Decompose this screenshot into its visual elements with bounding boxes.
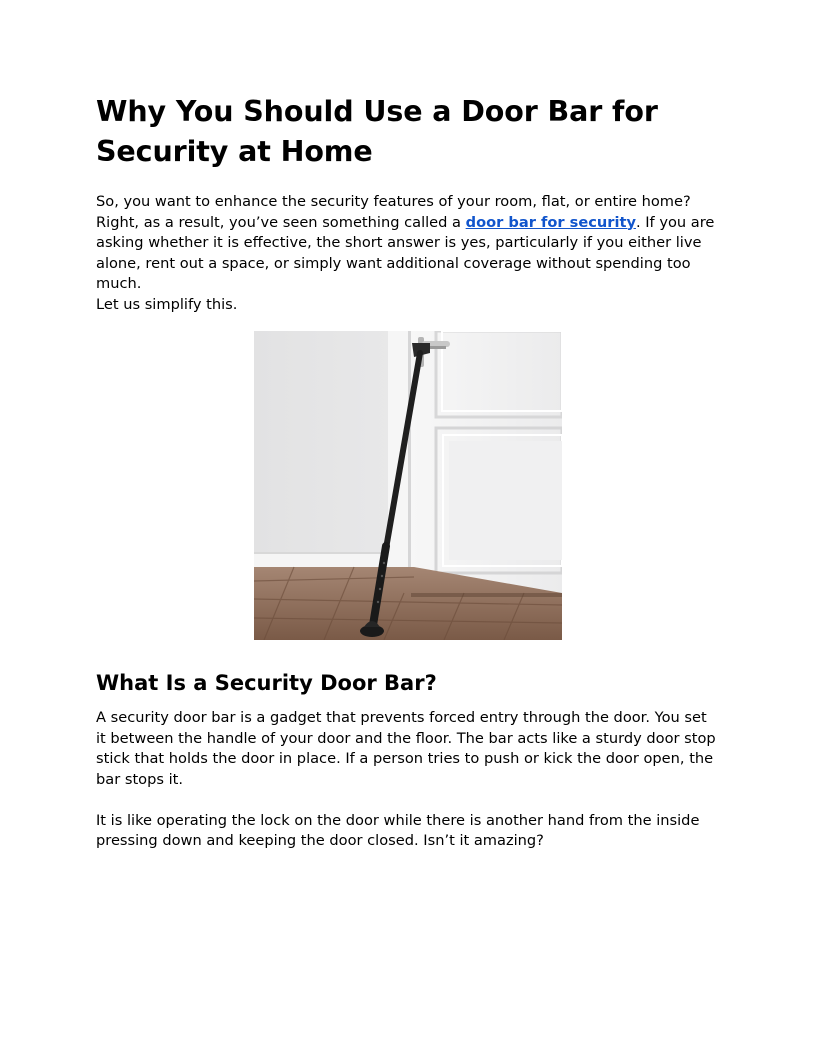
door-bar-photo xyxy=(254,331,562,640)
intro-followup: Let us simplify this. xyxy=(96,295,238,313)
paragraph-spacer xyxy=(96,790,720,811)
intro-paragraph xyxy=(96,192,720,295)
intro-text-before-link: So, you want to enhance the security features of your room, flat, or entire home? Right, as a result, you’ve seen something called a xyxy=(96,193,691,231)
document-page xyxy=(96,92,720,852)
definition-paragraph: A security door bar is a gadget that prevents forced entry through the door. You set it between the handle of your door and the floor. The bar acts like a sturdy door stop stick that holds the door in place. If a person tries to push or kick the door open, the bar stops it. xyxy=(96,709,716,788)
section-heading: What Is a Security Door Bar? xyxy=(96,671,437,695)
door-bar-security-link[interactable]: door bar for security xyxy=(465,213,636,231)
page-title: Why You Should Use a Door Bar for Security at Home xyxy=(96,95,658,168)
intro-text-after-link: . If you are asking whether it is effective, the short answer is yes, particularly if you either live alone, rent out a space, or simply want additional coverage without spending too much. xyxy=(96,213,715,292)
analogy-paragraph: It is like operating the lock on the door while there is another hand from the inside pressing down and keeping the door closed. Isn’t it amazing? xyxy=(96,811,700,849)
